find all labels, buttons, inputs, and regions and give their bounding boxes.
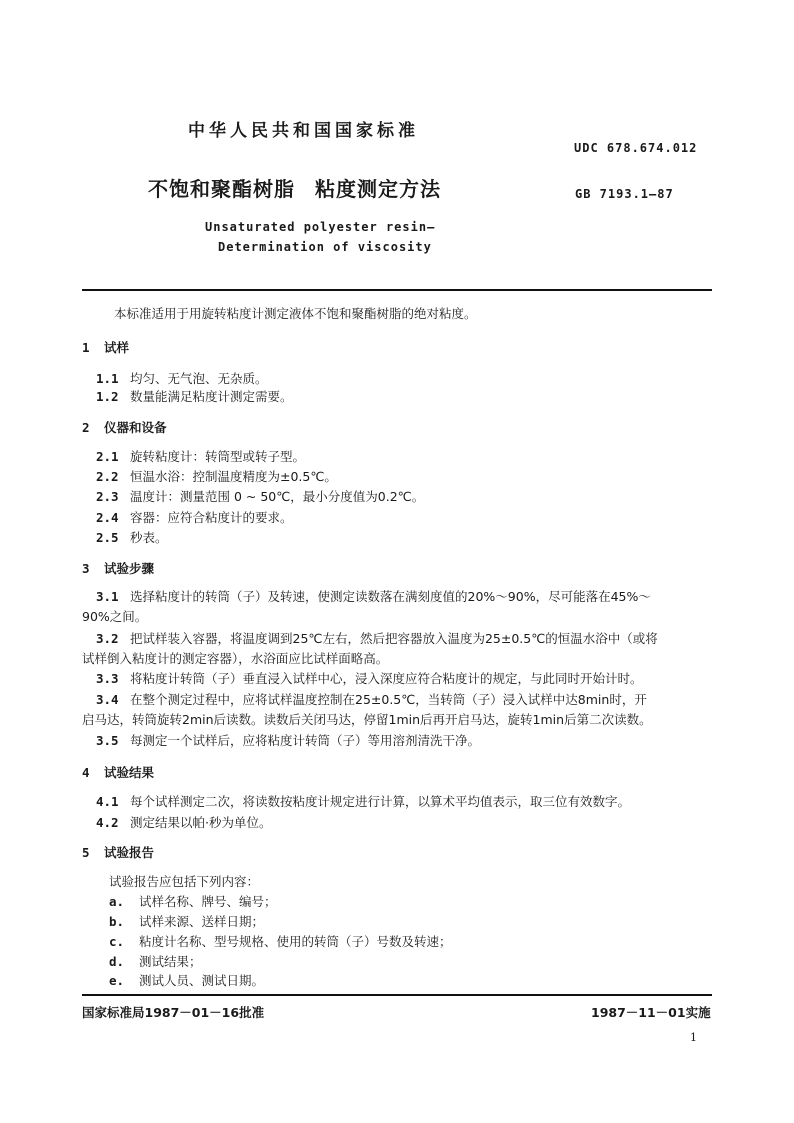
section-3-heading [82, 561, 154, 577]
section-number: 1 [82, 340, 90, 355]
clause-3-4-line2: 启马达，转筒旋转2min后读数。读数后关闭马达，停留1min后再开启马达，旋转1min后第二次读数。 [82, 712, 652, 727]
title-part2: 粘度测定方法 [315, 177, 441, 201]
clause-text: 恒温水浴：控制温度精度为±0.5℃。 [130, 469, 337, 484]
clause-3-1-line2: 90%之间。 [82, 609, 148, 624]
clause-3-4-line1 [96, 692, 647, 708]
report-lead: 试验报告应包括下列内容： [109, 874, 260, 889]
udc-code: UDC 678.674.012 [574, 141, 698, 155]
clause-1-1 [96, 371, 268, 387]
header-divider [82, 289, 712, 291]
item-letter: c. [109, 934, 125, 949]
section-number: 3 [82, 561, 90, 576]
approval-date: 国家标准局1987－01－16批准 [82, 1005, 265, 1020]
intro-paragraph: 本标准适用于用旋转粘度计测定液体不饱和聚酯树脂的绝对粘度。 [114, 306, 477, 321]
clause-text: 容器：应符合粘度计的要求。 [130, 510, 293, 525]
clause-number: 3.3 [96, 671, 119, 686]
report-item-c [109, 934, 452, 950]
clause-text: 温度计：测量范围 0 ~ 50℃，最小分度值为0.2℃。 [130, 489, 425, 504]
section-title: 试样 [104, 340, 130, 355]
item-letter: b. [109, 914, 125, 929]
clause-text: 测定结果以帕·秒为单位。 [130, 815, 272, 830]
page-number: 1 [690, 1031, 697, 1044]
document-title [148, 173, 441, 202]
item-text: 试样名称、牌号、编号； [139, 894, 277, 909]
implementation-date: 1987－11－01实施 [591, 1005, 711, 1020]
clause-2-3 [96, 489, 424, 505]
clause-3-1-line1 [96, 589, 651, 605]
section-title: 试验结果 [104, 765, 155, 780]
english-title-line1: Unsaturated polyester resin— [205, 220, 436, 234]
section-5-heading [82, 845, 154, 861]
clause-3-5 [96, 733, 480, 749]
clause-3-3 [96, 671, 643, 687]
clause-text: 每测定一个试样后，应将粘度计转筒（子）等用溶剂清洗干净。 [130, 733, 481, 748]
section-title: 试验步骤 [104, 561, 155, 576]
clause-3-2-line1 [96, 631, 658, 647]
clause-4-1 [96, 794, 630, 810]
section-title: 仪器和设备 [104, 420, 167, 435]
item-letter: d. [109, 954, 125, 969]
clause-number: 3.5 [96, 733, 119, 748]
clause-number: 2.3 [96, 489, 119, 504]
clause-number: 4.1 [96, 794, 119, 809]
item-letter: e. [109, 973, 125, 988]
clause-text: 每个试样测定二次，将读数按粘度计规定进行计算，以算术平均值表示，取三位有效数字。 [130, 794, 631, 809]
clause-2-1 [96, 449, 305, 465]
clause-number: 2.2 [96, 469, 119, 484]
clause-number: 3.4 [96, 692, 119, 707]
report-item-e [109, 973, 264, 989]
item-letter: a. [109, 894, 125, 909]
title-part1: 不饱和聚酯树脂 [148, 177, 295, 201]
clause-number: 2.5 [96, 530, 119, 545]
item-text: 粘度计名称、型号规格、使用的转筒（子）号数及转速； [139, 934, 452, 949]
report-item-a [109, 894, 277, 910]
item-text: 试样来源、送样日期； [139, 914, 265, 929]
clause-2-5 [96, 530, 168, 546]
clause-text: 将粘度计转筒（子）垂直浸入试样中心，浸入深度应符合粘度计的规定，与此同时开始计时。 [130, 671, 643, 686]
section-number: 4 [82, 765, 90, 780]
clause-text: 数量能满足粘度计测定需要。 [130, 389, 293, 404]
clause-number: 4.2 [96, 815, 119, 830]
report-item-d [109, 954, 202, 970]
section-number: 5 [82, 845, 90, 860]
english-title-line2: Determination of viscosity [218, 240, 432, 254]
section-2-heading [82, 420, 167, 436]
clause-4-2 [96, 815, 271, 831]
clause-number: 1.1 [96, 371, 119, 386]
clause-1-2 [96, 389, 293, 405]
report-item-b [109, 914, 264, 930]
section-title: 试验报告 [104, 845, 155, 860]
clause-2-2 [96, 469, 337, 485]
clause-2-4 [96, 510, 293, 526]
clause-number: 3.2 [96, 631, 119, 646]
section-4-heading [82, 765, 154, 781]
section-number: 2 [82, 420, 90, 435]
clause-text: 在整个测定过程中，应将试样温度控制在25±0.5℃，当转筒（子）浸入试样中达8min时，开 [130, 692, 647, 707]
item-text: 测试人员、测试日期。 [139, 973, 265, 988]
footer-divider [82, 994, 712, 996]
national-standard-heading: 中华人民共和国国家标准 [188, 121, 419, 141]
clause-text: 秒表。 [130, 530, 168, 545]
item-text: 测试结果； [139, 954, 202, 969]
gb-code: GB 7193.1—87 [575, 187, 674, 201]
clause-number: 2.4 [96, 510, 119, 525]
clause-3-2-line2: 试样倒入粘度计的测定容器），水浴面应比试样面略高。 [82, 651, 389, 666]
clause-text: 旋转粘度计：转筒型或转子型。 [130, 449, 306, 464]
clause-text: 均匀、无气泡、无杂质。 [130, 371, 268, 386]
clause-text: 把试样装入容器，将温度调到25℃左右，然后把容器放入温度为25±0.5℃的恒温水浴中（或将 [130, 631, 658, 646]
clause-text: 选择粘度计的转筒（子）及转速，使测定读数落在满刻度值的20%～90%，尽可能落在45%～ [130, 589, 651, 604]
clause-number: 3.1 [96, 589, 119, 604]
clause-number: 2.1 [96, 449, 119, 464]
section-1-heading [82, 340, 129, 356]
clause-number: 1.2 [96, 389, 119, 404]
